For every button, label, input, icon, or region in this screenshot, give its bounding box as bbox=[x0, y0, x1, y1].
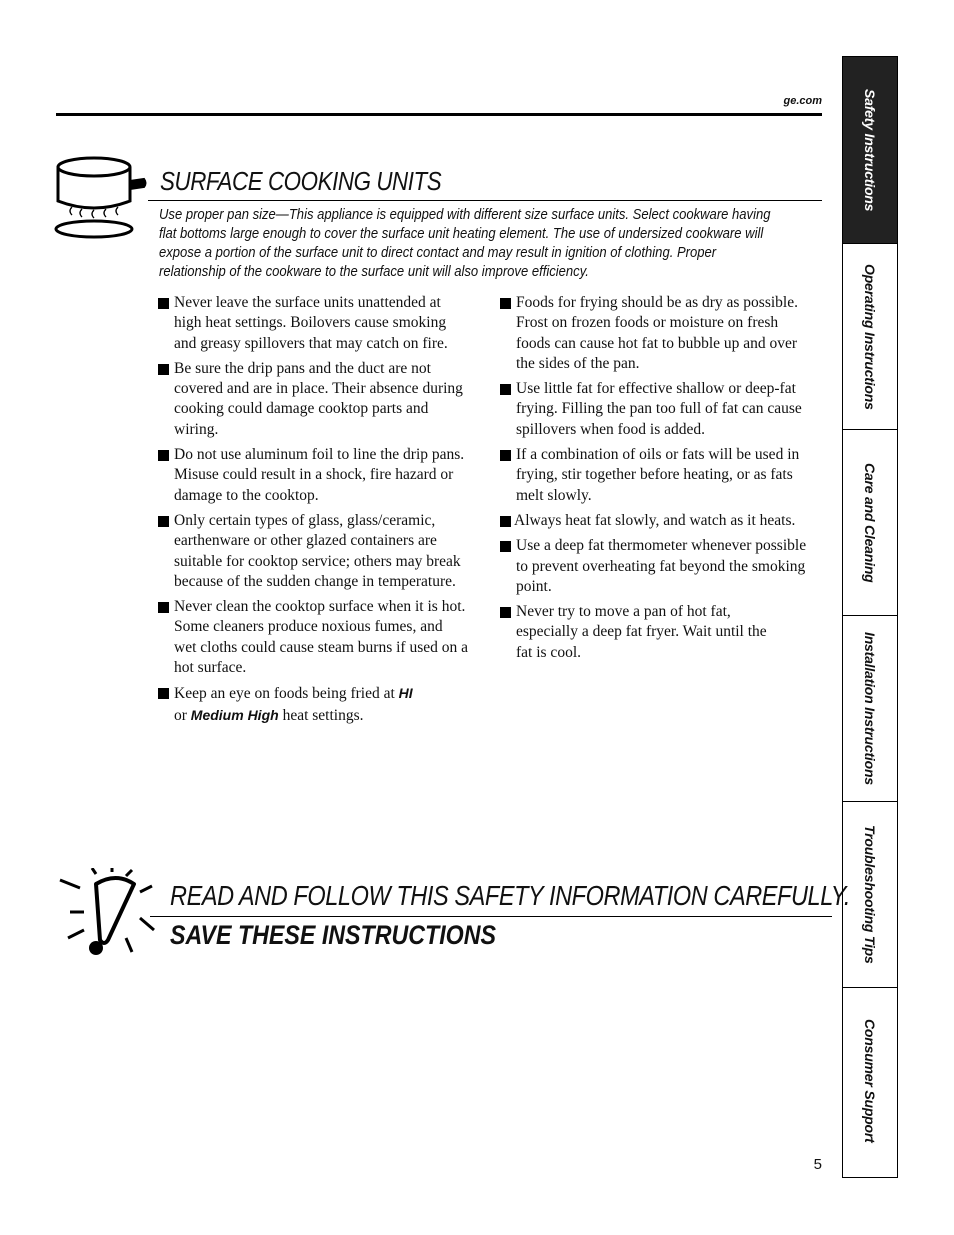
list-item: Only certain types of glass, glass/ceramic, earthenware or other glazed containers are suitable for cooktop service; others may break because of the sudden change in temperature. bbox=[158, 511, 468, 592]
exclamation-warning-icon bbox=[56, 868, 156, 964]
section-tabs bbox=[842, 56, 898, 1178]
bullet-icon bbox=[500, 450, 511, 461]
setting-medium-high: Medium High bbox=[190, 706, 279, 723]
tab-operating-instructions[interactable]: Operating Instructions bbox=[843, 243, 897, 429]
list-item: Never try to move a pan of hot fat, especially a deep fat fryer. Wait until the fat is cool. bbox=[500, 602, 786, 663]
header-rule bbox=[56, 113, 822, 116]
list-item: Keep an eye on foods being fried at HI or Medium High heat settings. bbox=[158, 683, 468, 726]
warning-title: READ AND FOLLOW THIS SAFETY INFORMATION CAREFULLY. bbox=[170, 880, 850, 911]
tab-troubleshooting-tips[interactable]: Troubleshooting Tips bbox=[843, 801, 897, 987]
list-item: Never leave the surface units unattended at high heat settings. Boilovers cause smoking and greasy spillovers that may catch on fire. bbox=[158, 293, 468, 354]
right-column bbox=[500, 293, 810, 668]
left-column bbox=[158, 293, 468, 731]
list-item: Use little fat for effective shallow or deep-fat frying. Filling the pan too full of fat can cause spillovers when food is added. bbox=[500, 379, 810, 440]
warning-rule bbox=[150, 916, 832, 917]
list-item: Be sure the drip pans and the duct are not covered and are in place. Their absence during cooking could damage cooktop parts and wiring. bbox=[158, 359, 468, 440]
bullet-icon bbox=[500, 516, 511, 527]
setting-hi: HI bbox=[398, 685, 413, 702]
bullet-icon bbox=[158, 602, 169, 613]
bullet-icon bbox=[158, 364, 169, 375]
pot-on-burner-icon bbox=[52, 153, 148, 243]
list-item: Foods for frying should be as dry as possible. Frost on frozen foods or moisture on fresh foods can cause hot fat to bubble up and over the sides of the pan. bbox=[500, 293, 810, 374]
list-item: Always heat fat slowly, and watch as it heats. bbox=[500, 511, 810, 531]
bullet-icon bbox=[158, 688, 169, 699]
list-item: Never clean the cooktop surface when it is hot. Some cleaners produce noxious fumes, and wet cloths could cause steam burns if used on a hot surface. bbox=[158, 597, 468, 678]
list-item: Do not use aluminum foil to line the drip pans. Misuse could result in a shock, fire hazard or damage to the cooktop. bbox=[158, 445, 468, 506]
list-item: If a combination of oils or fats will be used in frying, stir together before heating, or as fats melt slowly. bbox=[500, 445, 810, 506]
warning-subtitle: SAVE THESE INSTRUCTIONS bbox=[170, 920, 496, 950]
bullet-icon bbox=[158, 450, 169, 461]
list-item: Use a deep fat thermometer whenever possible to prevent overheating fat beyond the smoking point. bbox=[500, 536, 810, 597]
tab-care-and-cleaning[interactable]: Care and Cleaning bbox=[843, 429, 897, 615]
tab-consumer-support[interactable]: Consumer Support bbox=[843, 987, 897, 1173]
tab-installation-instructions[interactable]: Installation Instructions bbox=[843, 615, 897, 801]
bullet-icon bbox=[500, 298, 511, 309]
site-url: ge.com bbox=[783, 95, 822, 107]
bullet-icon bbox=[158, 516, 169, 527]
bullet-icon bbox=[500, 607, 511, 618]
section-title: SURFACE COOKING UNITS bbox=[160, 166, 442, 196]
intro-paragraph: Use proper pan size—This appliance is equipped with different size surface units. Select cookware having flat bottoms large enough to cover the surface unit heating element. The use of undersized cookware will expose a portion of the surface unit to direct contact and may result in ignition of clothing. Proper relationship of the cookware to the surface unit will also improve efficiency. bbox=[159, 207, 771, 280]
title-rule bbox=[148, 200, 822, 201]
tab-safety-instructions[interactable]: Safety Instructions bbox=[843, 57, 897, 243]
bullet-icon bbox=[500, 541, 511, 552]
page-number: 5 bbox=[813, 1156, 822, 1173]
bullet-icon bbox=[500, 384, 511, 395]
bullet-icon bbox=[158, 298, 169, 309]
